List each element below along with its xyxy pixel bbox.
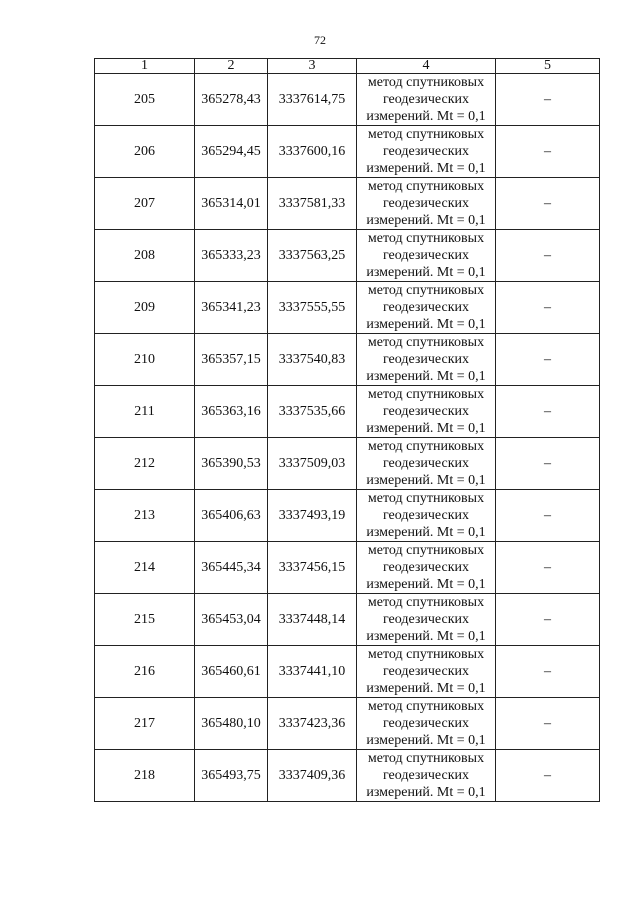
x-coordinate-cell: 365406,63	[195, 490, 268, 542]
note-cell: –	[496, 594, 600, 646]
column-header-5: 5	[496, 59, 600, 74]
method-cell: метод спутниковых геодезических измерений. Mt = 0,1	[357, 646, 496, 698]
table-row	[95, 750, 600, 802]
y-coordinate-cell: 3337441,10	[268, 646, 357, 698]
method-cell: метод спутниковых геодезических измерений. Mt = 0,1	[357, 698, 496, 750]
table-row	[95, 594, 600, 646]
point-number-cell: 214	[95, 542, 195, 594]
point-number-cell: 215	[95, 594, 195, 646]
y-coordinate-cell: 3337600,16	[268, 126, 357, 178]
table-row	[95, 542, 600, 594]
table-body	[95, 74, 600, 802]
y-coordinate-cell: 3337614,75	[268, 74, 357, 126]
note-cell: –	[496, 334, 600, 386]
y-coordinate-cell: 3337456,15	[268, 542, 357, 594]
table-row	[95, 74, 600, 126]
x-coordinate-cell: 365278,43	[195, 74, 268, 126]
column-header-1: 1	[95, 59, 195, 74]
point-number-cell: 207	[95, 178, 195, 230]
table-row	[95, 126, 600, 178]
method-cell: метод спутниковых геодезических измерений. Mt = 0,1	[357, 750, 496, 802]
y-coordinate-cell: 3337581,33	[268, 178, 357, 230]
note-cell: –	[496, 646, 600, 698]
note-cell: –	[496, 750, 600, 802]
point-number-cell: 216	[95, 646, 195, 698]
note-cell: –	[496, 230, 600, 282]
column-header-4: 4	[357, 59, 496, 74]
note-cell: –	[496, 126, 600, 178]
table-row	[95, 334, 600, 386]
point-number-cell: 208	[95, 230, 195, 282]
x-coordinate-cell: 365460,61	[195, 646, 268, 698]
note-cell: –	[496, 74, 600, 126]
coordinates-table	[94, 58, 600, 802]
table-row	[95, 386, 600, 438]
point-number-cell: 206	[95, 126, 195, 178]
y-coordinate-cell: 3337540,83	[268, 334, 357, 386]
method-cell: метод спутниковых геодезических измерений. Mt = 0,1	[357, 334, 496, 386]
method-cell: метод спутниковых геодезических измерений. Mt = 0,1	[357, 542, 496, 594]
note-cell: –	[496, 490, 600, 542]
note-cell: –	[496, 438, 600, 490]
note-cell: –	[496, 542, 600, 594]
table-row	[95, 490, 600, 542]
method-cell: метод спутниковых геодезических измерений. Mt = 0,1	[357, 490, 496, 542]
point-number-cell: 205	[95, 74, 195, 126]
point-number-cell: 213	[95, 490, 195, 542]
table-header-row	[95, 59, 600, 74]
point-number-cell: 209	[95, 282, 195, 334]
note-cell: –	[496, 386, 600, 438]
x-coordinate-cell: 365363,16	[195, 386, 268, 438]
x-coordinate-cell: 365314,01	[195, 178, 268, 230]
x-coordinate-cell: 365333,23	[195, 230, 268, 282]
point-number-cell: 217	[95, 698, 195, 750]
column-header-3: 3	[268, 59, 357, 74]
y-coordinate-cell: 3337555,55	[268, 282, 357, 334]
method-cell: метод спутниковых геодезических измерений. Mt = 0,1	[357, 178, 496, 230]
table-row	[95, 646, 600, 698]
point-number-cell: 212	[95, 438, 195, 490]
point-number-cell: 210	[95, 334, 195, 386]
column-header-2: 2	[195, 59, 268, 74]
y-coordinate-cell: 3337448,14	[268, 594, 357, 646]
method-cell: метод спутниковых геодезических измерений. Mt = 0,1	[357, 438, 496, 490]
page-number: 72	[314, 33, 326, 47]
note-cell: –	[496, 282, 600, 334]
point-number-cell: 218	[95, 750, 195, 802]
table-row	[95, 282, 600, 334]
y-coordinate-cell: 3337423,36	[268, 698, 357, 750]
y-coordinate-cell: 3337509,03	[268, 438, 357, 490]
method-cell: метод спутниковых геодезических измерений. Mt = 0,1	[357, 282, 496, 334]
x-coordinate-cell: 365445,34	[195, 542, 268, 594]
table-row	[95, 230, 600, 282]
x-coordinate-cell: 365357,15	[195, 334, 268, 386]
note-cell: –	[496, 698, 600, 750]
y-coordinate-cell: 3337535,66	[268, 386, 357, 438]
method-cell: метод спутниковых геодезических измерений. Mt = 0,1	[357, 386, 496, 438]
x-coordinate-cell: 365390,53	[195, 438, 268, 490]
table-row	[95, 698, 600, 750]
table-row	[95, 178, 600, 230]
method-cell: метод спутниковых геодезических измерений. Mt = 0,1	[357, 230, 496, 282]
x-coordinate-cell: 365294,45	[195, 126, 268, 178]
x-coordinate-cell: 365493,75	[195, 750, 268, 802]
method-cell: метод спутниковых геодезических измерений. Mt = 0,1	[357, 594, 496, 646]
y-coordinate-cell: 3337563,25	[268, 230, 357, 282]
table-row	[95, 438, 600, 490]
x-coordinate-cell: 365453,04	[195, 594, 268, 646]
method-cell: метод спутниковых геодезических измерений. Mt = 0,1	[357, 74, 496, 126]
point-number-cell: 211	[95, 386, 195, 438]
y-coordinate-cell: 3337493,19	[268, 490, 357, 542]
method-cell: метод спутниковых геодезических измерений. Mt = 0,1	[357, 126, 496, 178]
x-coordinate-cell: 365480,10	[195, 698, 268, 750]
x-coordinate-cell: 365341,23	[195, 282, 268, 334]
y-coordinate-cell: 3337409,36	[268, 750, 357, 802]
note-cell: –	[496, 178, 600, 230]
